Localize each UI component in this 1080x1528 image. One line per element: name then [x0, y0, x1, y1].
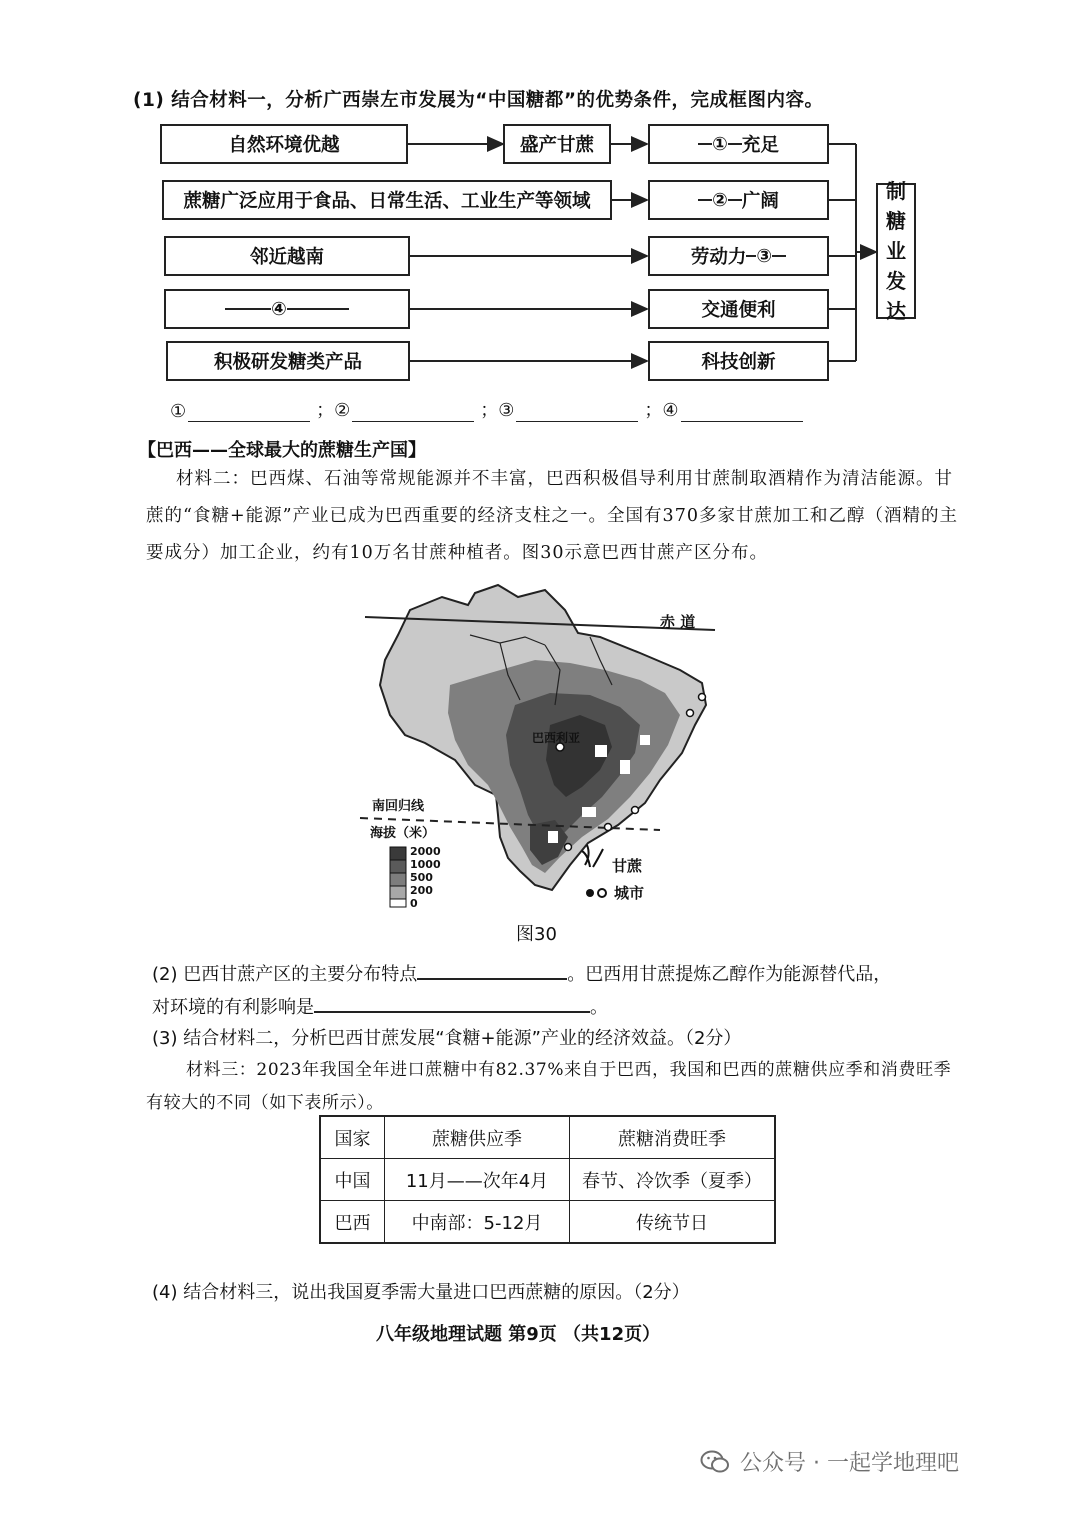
legend-value-2000: 2000: [410, 845, 441, 858]
sugarcane-label: 甘蔗: [612, 857, 643, 875]
box-natural-environment: 自然环境优越: [160, 124, 408, 164]
table-header: 蔗糖消费旺季: [570, 1116, 776, 1159]
answer-line-2[interactable]: [352, 401, 474, 422]
box-sugarcane-production: 盛产甘蔗: [503, 124, 611, 164]
capital-label: 巴西利亚: [532, 731, 581, 745]
box-technology: 科技创新: [648, 341, 829, 381]
question-3: (3) 结合材料二，分析巴西甘蔗发展“食糖+能源”产业的经济效益。（2分）: [152, 1028, 742, 1049]
city-label: 城市: [614, 884, 645, 902]
box-research-products: 积极研发糖类产品: [166, 341, 410, 381]
legend-value-500: 500: [410, 871, 433, 884]
legend-title: 海拔（米）: [370, 826, 436, 841]
legend-value-0: 0: [410, 897, 418, 910]
table-cell: 传统节日: [570, 1201, 776, 1244]
brazil-map: [350, 575, 730, 915]
legend-swatch-500: [390, 873, 406, 886]
table-cell: 春节、冷饮季（夏季）: [570, 1159, 776, 1201]
q2-blank-1[interactable]: [417, 978, 567, 980]
legend-swatches: [390, 847, 406, 907]
question-1: (1) 结合材料一，分析广西崇左市发展为“中国糖都”的优势条件，完成框图内容。: [133, 90, 824, 111]
question-2: (2) 巴西甘蔗产区的主要分布特点 。巴西用甘蔗提炼乙醇作为能源替代品， 对环境的有利影响是 。: [152, 964, 892, 1018]
box-near-vietnam: 邻近越南: [164, 236, 410, 276]
material-2: 材料二：巴西煤、石油等常规能源并不丰富，巴西积极倡导利用甘蔗制取酒精作为清洁能源。甘蔗的“食糖+能源”产业已成为巴西重要的经济支柱之一。全国有370多家甘蔗加工和乙醇（酒精的主要成分）加工企业，约有10万名甘蔗种植者。图30示意巴西甘蔗产区分布。: [146, 469, 958, 563]
tropic-label: 南回归线: [372, 799, 425, 814]
wechat-icon: [700, 1449, 730, 1475]
box-blank-4: ④: [164, 289, 410, 329]
question-4: (4) 结合材料三，说出我国夏季需大量进口巴西蔗糖的原因。（2分）: [152, 1282, 690, 1303]
box-sugar-applications: 蔗糖广泛应用于食品、日常生活、工业生产等领域: [162, 180, 612, 220]
legend-swatch-200: [390, 886, 406, 899]
answer-blanks: ① ；② ；③ ；④: [170, 396, 809, 422]
watermark: [700, 1446, 959, 1477]
table-header: 蔗糖供应季: [385, 1116, 570, 1159]
table-cell: 11月——次年4月: [385, 1159, 570, 1201]
box-labor: 劳动力 ③: [648, 236, 829, 276]
legend-value-1000: 1000: [410, 858, 441, 871]
answer-line-3[interactable]: [516, 401, 638, 422]
table-cell: 巴西: [320, 1201, 385, 1244]
section-heading-brazil: 【巴西——全球最大的蔗糖生产国】: [138, 440, 426, 461]
legend-swatch-0: [390, 899, 406, 907]
city-icon: [586, 889, 594, 897]
table-cell: 中南部：5-12月: [385, 1201, 570, 1244]
table-header: 国家: [320, 1116, 385, 1159]
supply-season-table: [319, 1115, 776, 1244]
equator-label: 赤 道: [660, 613, 696, 631]
box-raw-material: ① 充足: [648, 124, 829, 164]
legend-swatch-2000: [390, 847, 406, 860]
box-market: ② 广阔: [648, 180, 829, 220]
answer-line-1[interactable]: [188, 401, 310, 422]
table-cell: 中国: [320, 1159, 385, 1201]
watermark-text: 公众号 · 一起学地理吧: [740, 1451, 959, 1476]
sugarcane-icon: [582, 845, 603, 867]
material-3: 材料三：2023年我国全年进口蔗糖中有82.37%来自于巴西，我国和巴西的蔗糖供应季和消费旺季有较大的不同（如下表所示）。: [146, 1060, 952, 1113]
box-sugar-industry-developed: 制 糖 业 发 达: [876, 183, 916, 319]
answer-line-4[interactable]: [681, 401, 803, 422]
figure-caption: 图30: [516, 924, 557, 945]
table-row: [320, 1159, 775, 1201]
table-row: [320, 1201, 775, 1244]
box-transport: 交通便利: [648, 289, 829, 329]
q2-blank-2[interactable]: [314, 1011, 590, 1013]
table-header-row: [320, 1116, 775, 1159]
legend-swatch-1000: [390, 860, 406, 873]
legend-value-200: 200: [410, 884, 433, 897]
page-footer: 八年级地理试题 第9页 （共12页）: [376, 1324, 661, 1345]
